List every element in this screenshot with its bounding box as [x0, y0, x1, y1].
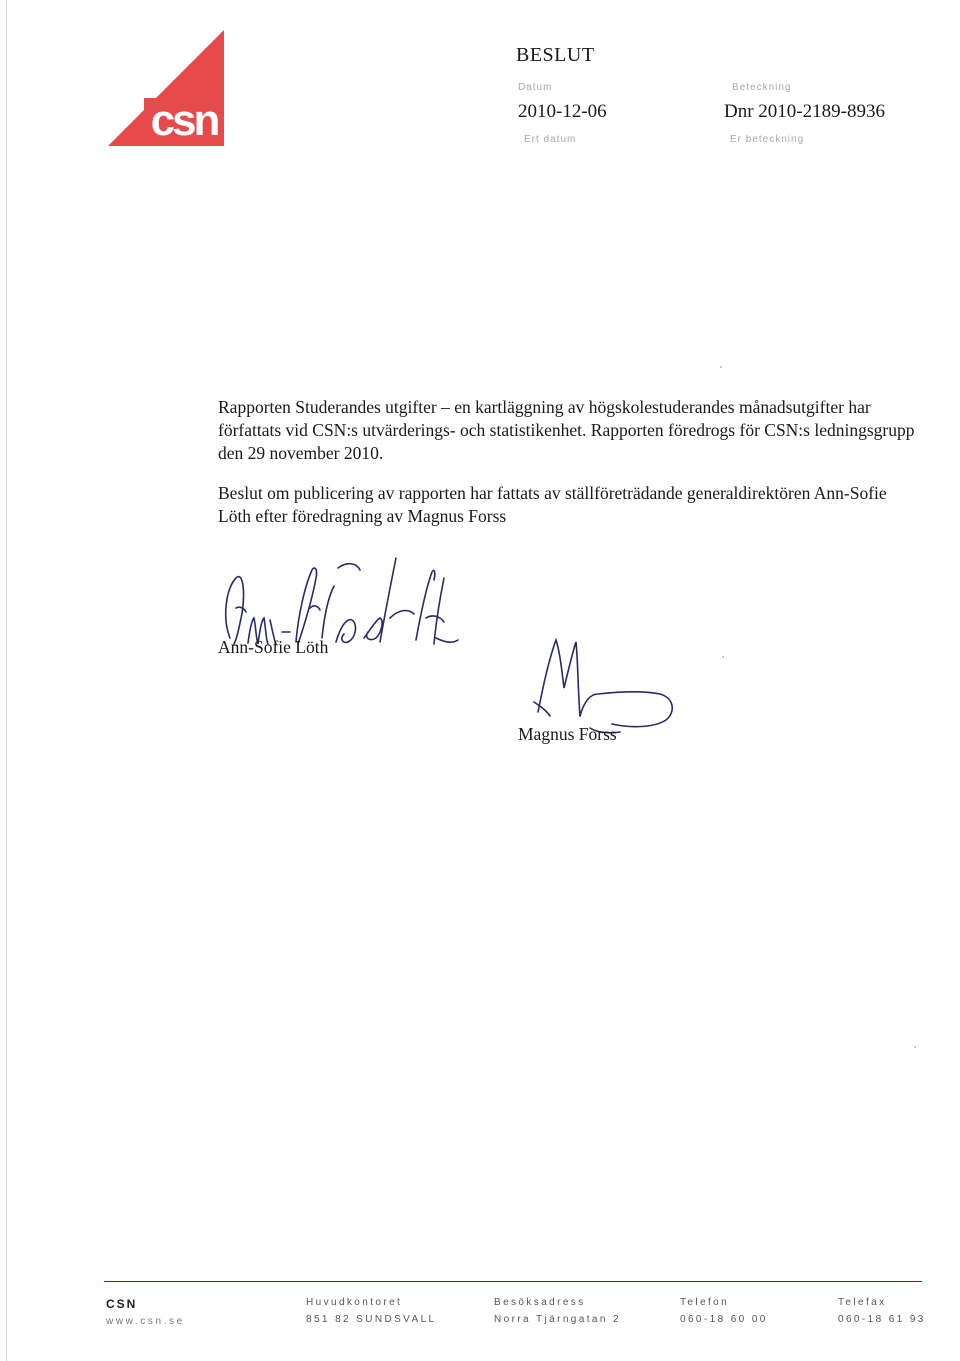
document-type: BESLUT [516, 44, 595, 66]
footer-visit-label: Besöksadress [494, 1297, 586, 1308]
footer-fax: 060-18 61 93 [838, 1314, 926, 1325]
body-paragraph-2: Beslut om publicering av rapporten har fattats av ställföreträdande generaldirektören Ann-Sofie Löth efter föredragning av Magnus Forss [218, 483, 887, 526]
csn-logo-text: csn [150, 96, 218, 145]
footer-head-office-label: Huvudkontoret [306, 1297, 403, 1308]
footer-fax-label: Telefax [838, 1297, 887, 1308]
scan-edge [6, 0, 7, 1361]
footer-head-office: 851 82 SUNDSVALL [306, 1314, 437, 1325]
csn-logo-icon [104, 28, 228, 148]
scan-speck [722, 656, 724, 658]
ert-datum-label: Ert datum [524, 134, 577, 145]
body-paragraph-1: Rapporten Studerandes utgifter – en kartläggning av högskolestuderandes månadsutgifter har författats vid CSN:s utvärderings- och statistikenhet. Rapporten föredrogs för CSN:s ledningsgrupp den 29 november 2010. [218, 397, 915, 463]
signature-name-1: Ann-Sofie Löth [218, 637, 329, 657]
datum-label: Datum [518, 82, 553, 93]
footer-phone: 060-18 60 00 [680, 1314, 768, 1325]
signature-name-2: Magnus Forss [518, 724, 617, 744]
datum-value: 2010-12-06 [518, 101, 607, 122]
scan-speck [914, 1046, 916, 1048]
footer-org: CSN [106, 1297, 138, 1311]
beteckning-label: Beteckning [732, 82, 792, 93]
beteckning-value: Dnr 2010-2189-8936 [724, 101, 885, 122]
er-beteckning-label: Er beteckning [730, 134, 805, 145]
footer-phone-label: Telefon [680, 1297, 730, 1308]
footer-rule [104, 1281, 922, 1282]
scan-speck [720, 366, 722, 368]
footer-website[interactable]: www.csn.se [106, 1316, 185, 1327]
footer-visit-address: Norra Tjärngatan 2 [494, 1314, 621, 1325]
